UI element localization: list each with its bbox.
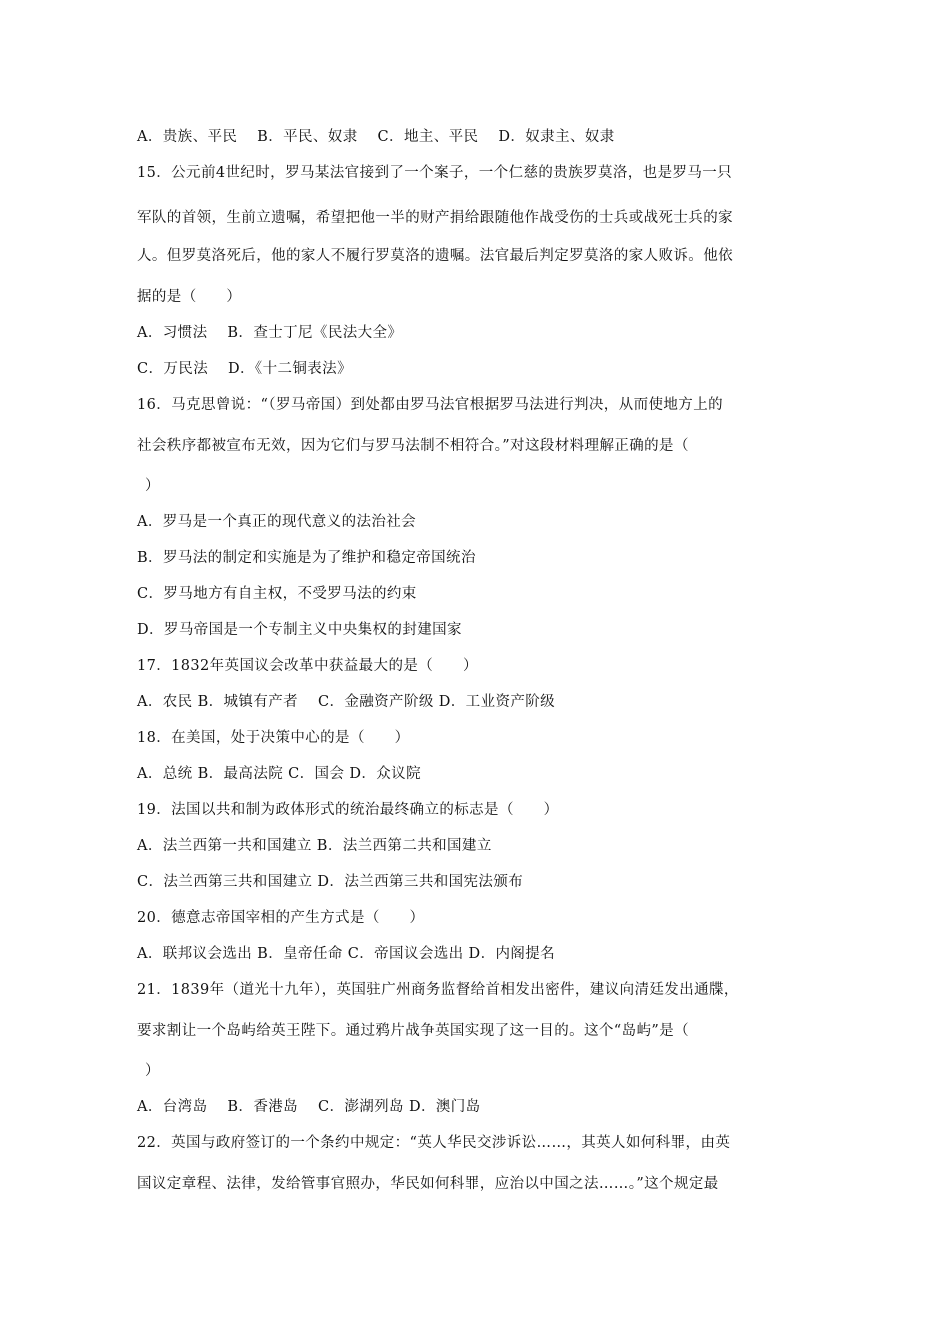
text-line: D．罗马帝国是一个专制主义中央集权的封建国家: [137, 622, 462, 638]
text-line: 21．1839年（道光十九年），英国驻广州商务监督给首相发出密件，建议向清廷发出通牒，: [137, 982, 739, 998]
text-line: A．农民 B．城镇有产者 C．金融资产阶级 D．工业资产阶级: [137, 694, 556, 710]
text-line: A．台湾岛 B．香港岛 C．澎湖列岛 D．澳门岛: [137, 1099, 481, 1115]
text-line: A．罗马是一个真正的现代意义的法治社会: [137, 514, 417, 530]
text-line: A．贵族、平民 B．平民、奴隶 C．地主、平民 D．奴隶主、奴隶: [137, 129, 615, 145]
text-line: 军队的首领，生前立遗嘱，希望把他一半的财产捐给跟随他作战受伤的士兵或战死士兵的家: [137, 210, 733, 226]
text-line: 人。但罗莫洛死后，他的家人不履行罗莫洛的遗嘱。法官最后判定罗莫洛的家人败诉。他依: [137, 248, 733, 264]
text-line: 国议定章程、法律，发给管事官照办，华民如何科罪，应治以中国之法……。”这个规定最: [137, 1176, 719, 1192]
text-line: 据的是（ ）: [137, 289, 242, 305]
text-line: C．法兰西第三共和国建立 D．法兰西第三共和国宪法颁布: [137, 874, 524, 890]
text-line: A．习惯法 B．查士丁尼《民法大全》: [137, 325, 403, 341]
text-line: 15．公元前4世纪时，罗马某法官接到了一个案子，一个仁慈的贵族罗莫洛，也是罗马一只: [137, 165, 733, 181]
text-line: 社会秩序都被宣布无效，因为它们与罗马法制不相符合。”对这段材料理解正确的是（: [137, 438, 689, 454]
text-line: 要求割让一个岛屿给英王陛下。通过鸦片战争英国实现了这一目的。这个“岛屿”是（: [137, 1023, 690, 1039]
text-line: C．罗马地方有自主权，不受罗马法的约束: [137, 586, 417, 602]
text-line: 20．德意志帝国宰相的产生方式是（ ）: [137, 910, 425, 926]
text-line: B．罗马法的制定和实施是为了维护和稳定帝国统治: [137, 550, 476, 566]
text-line: C．万民法 D．《十二铜表法》: [137, 361, 352, 377]
text-line: ）: [145, 1063, 160, 1079]
text-line: 18．在美国，处于决策中心的是（ ）: [137, 730, 410, 746]
text-line: A．总统 B．最高法院 C．国会 D．众议院: [137, 766, 421, 782]
text-line: ）: [145, 478, 160, 494]
text-line: A．联邦议会选出 B．皇帝任命 C．帝国议会选出 D．内阁提名: [137, 946, 556, 962]
text-line: A．法兰西第一共和国建立 B．法兰西第二共和国建立: [137, 838, 492, 854]
text-line: 19．法国以共和制为政体形式的统治最终确立的标志是（ ）: [137, 802, 559, 818]
text-line: 17．1832年英国议会改革中获益最大的是（ ）: [137, 658, 478, 674]
text-line: 22．英国与政府签订的一个条约中规定：“英人华民交涉诉讼……，其英人如何科罪，由英: [137, 1135, 731, 1151]
text-line: 16．马克思曾说：“（罗马帝国）到处都由罗马法官根据罗马法进行判决，从而使地方上的: [137, 397, 724, 413]
